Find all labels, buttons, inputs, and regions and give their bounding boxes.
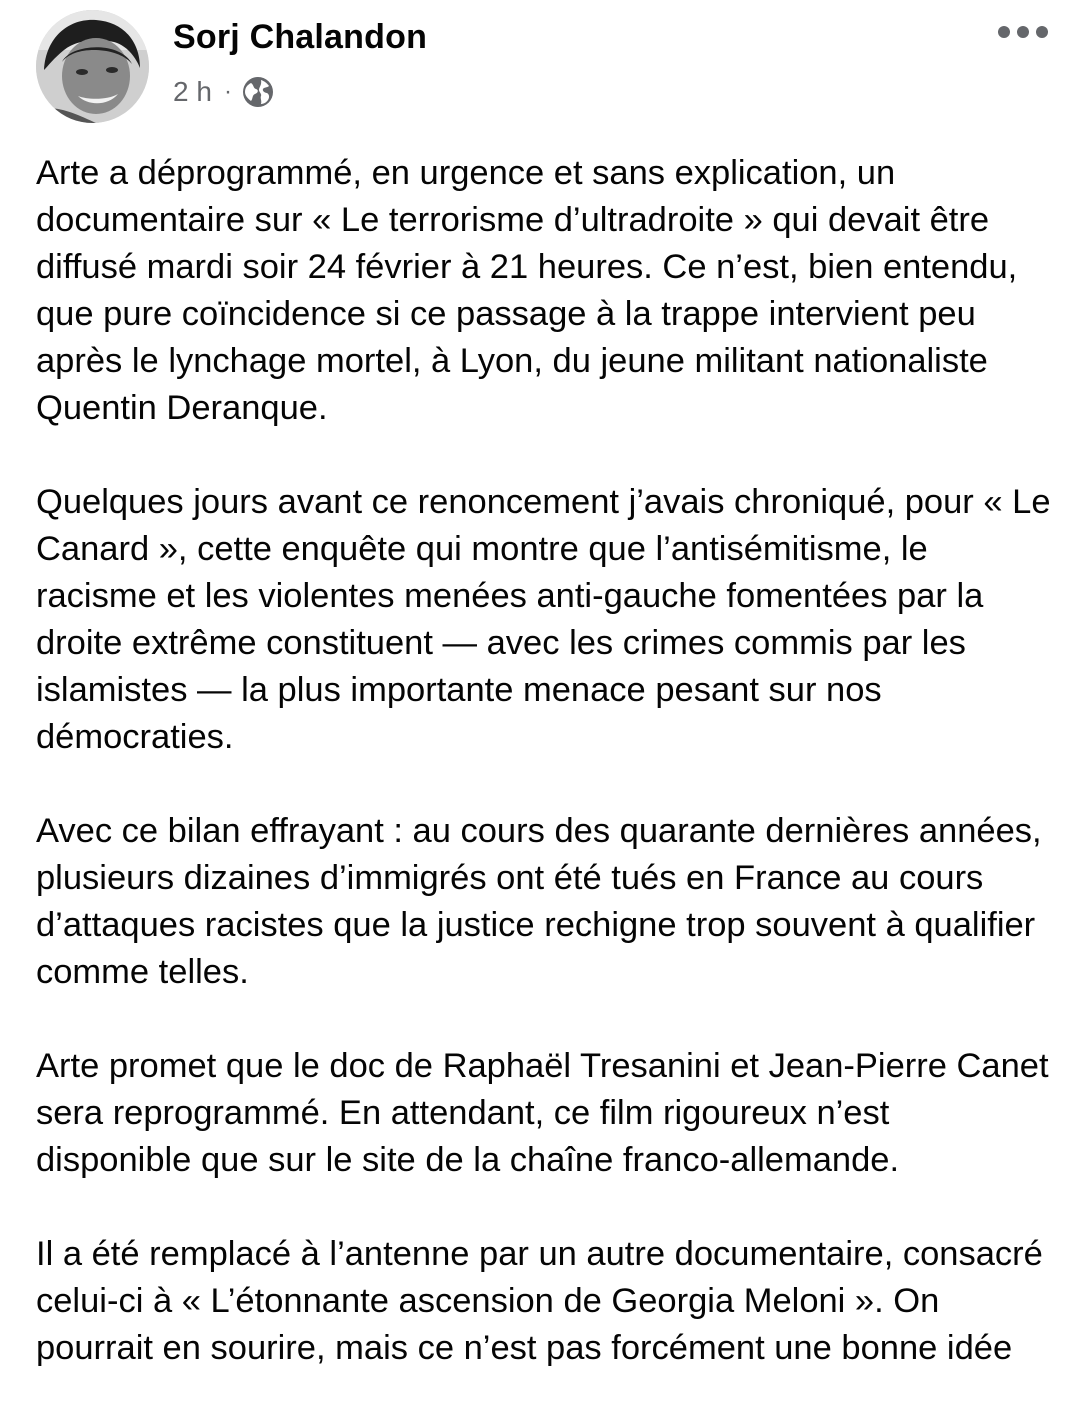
post-body [36,150,1052,1372]
post-timestamp[interactable]: 2 h [173,76,212,107]
more-dots-icon [1036,26,1048,38]
more-options-button[interactable] [988,14,1058,50]
author-name[interactable]: Sorj Chalandon [173,18,428,56]
post-meta [173,74,274,110]
avatar[interactable] [36,10,149,123]
post-paragraph: Il a été remplacé à l’antenne par un autre documentaire, consacré celui-ci à « L’étonnante ascension de Georgia Meloni ». On pourrait en sourire, mais ce n’est pas forcément une bonne idée [36,1235,1043,1367]
post-paragraph: Arte a déprogrammé, en urgence et sans explication, un documentaire sur « Le terrorisme d’ultradroite » qui devait être diffusé mardi soir 24 février à 21 heures. Ce n’est, bien entendu, que pure coïncidence si ce passage à la trappe intervient peu après le lynchage mortel, à Lyon, du jeune militant nationaliste Quentin Deranque. [36,154,1018,427]
more-dots-icon [1017,26,1029,38]
post-paragraph: Quelques jours avant ce renoncement j’avais chroniqué, pour « Le Canard », cette enquête qui montre que l’antisémitisme, le racisme et les violentes menées anti-gauche fomentées par la droite extrême constituent — avec les crimes commis par les islamistes — la plus importante menace pesant sur nos démocraties. [36,483,1051,756]
avatar-photo [36,10,149,123]
meta-separator: · [223,78,232,105]
globe-icon [242,76,274,108]
post-paragraph: Avec ce bilan effrayant : au cours des quarante dernières années, plusieurs dizaines d’immigrés ont été tués en France au cours d’attaques racistes que la justice rechigne trop souvent à qualifier comme telles. [36,812,1042,991]
more-dots-icon [998,26,1010,38]
post-paragraph: Arte promet que le doc de Raphaël Tresanini et Jean-Pierre Canet sera reprogrammé. En attendant, ce film rigoureux n’est disponible que sur le site de la chaîne franco-allemande. [36,1047,1049,1179]
post-header [0,0,1080,130]
